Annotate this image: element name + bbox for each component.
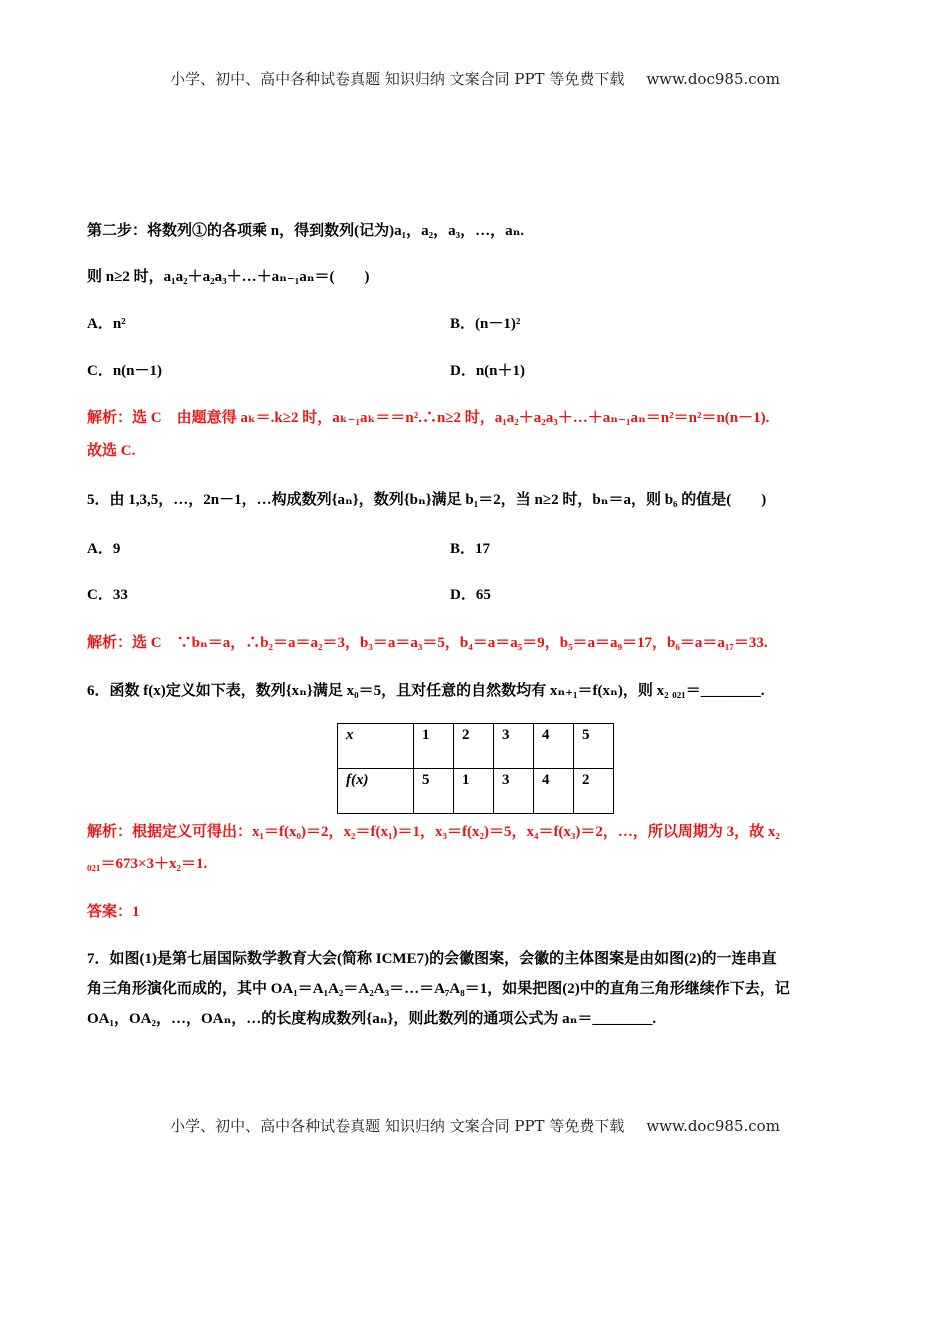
table-cell: 3 bbox=[494, 769, 534, 814]
page-header bbox=[0, 68, 950, 89]
q4-option-d: D．n(n＋1) bbox=[450, 363, 526, 379]
table-cell: 2 bbox=[574, 769, 614, 814]
table-cell: 4 bbox=[534, 769, 574, 814]
q4-analysis: 解析：选 C 由题意得 aₖ＝.k≥2 时，aₖ₋₁aₖ＝＝n².∴n≥2 时，a₁a₂＋a₂a₃＋…＋aₙ₋₁aₙ＝n²＝n²＝n(n－1). bbox=[87, 410, 770, 426]
q6-analysis-cont: ₀₂₁＝673×3＋x₂＝1. bbox=[87, 856, 208, 872]
q5-option-d: D．65 bbox=[450, 587, 491, 603]
footer-url: www.doc985.com bbox=[646, 1117, 780, 1135]
table-cell: 5 bbox=[414, 769, 454, 814]
header-text: 小学、初中、高中各种试卷真题 知识归纳 文案合同 PPT 等免费下载 bbox=[170, 70, 625, 88]
page-footer bbox=[0, 1115, 950, 1136]
header-url: www.doc985.com bbox=[646, 70, 780, 88]
q7-line3: OA₁，OA₂，…，OAₙ，…的长度构成数列{aₙ}，则此数列的通项公式为 aₙ＝________. bbox=[87, 1011, 657, 1027]
table-row bbox=[338, 769, 614, 814]
q6-stem: 6．函数 f(x)定义如下表，数列{xₙ}满足 x₀＝5，且对任意的自然数均有 xₙ₊₁＝f(xₙ)，则 x₂ ₀₂₁＝________. bbox=[87, 683, 765, 699]
q5-option-b: B．17 bbox=[450, 541, 491, 557]
table-row bbox=[338, 724, 614, 769]
table-cell: 4 bbox=[534, 724, 574, 769]
q5-analysis: 解析：选 C ∵bₙ＝a，∴b₂＝a＝a₂＝3，b₃＝a＝a₃＝5，b₄＝a＝a₅＝9，b₅＝a＝a₉＝17，b₆＝a＝a₁₇＝33. bbox=[87, 635, 768, 651]
table-cell: 1 bbox=[414, 724, 454, 769]
q4-stem: 则 n≥2 时，a₁a₂＋a₂a₃＋…＋aₙ₋₁aₙ＝( ) bbox=[87, 269, 370, 285]
table-cell: x bbox=[338, 724, 414, 769]
q7-line2: 角三角形演化而成的，其中 OA₁＝A₁A₂＝A₂A₃＝…＝A₇A₈＝1，如果把图(2)中的直角三角形继续作下去，记 bbox=[87, 981, 790, 997]
q4-option-c: C．n(n－1) bbox=[87, 363, 163, 379]
q6-answer: 答案：1 bbox=[87, 904, 140, 920]
q6-analysis: 解析：根据定义可得出：x₁＝f(x₀)＝2，x₂＝f(x₁)＝1，x₃＝f(x₂)＝5，x₄＝f(x₃)＝2，…，所以周期为 3，故 x₂ bbox=[87, 824, 780, 840]
q4-step: 第二步：将数列①的各项乘 n，得到数列(记为)a₁，a₂，a₃，…，aₙ. bbox=[87, 223, 525, 239]
q5-option-c: C．33 bbox=[87, 587, 128, 603]
table-cell: 1 bbox=[454, 769, 494, 814]
table-cell: 5 bbox=[574, 724, 614, 769]
q5-stem: 5．由 1,3,5，…，2n－1，…构成数列{aₙ}，数列{bₙ}满足 b₁＝2，当 n≥2 时，bₙ＝a，则 b₆ 的值是( ) bbox=[87, 492, 767, 508]
q7-line1: 7．如图(1)是第七届国际数学教育大会(简称 ICME7)的会徽图案，会徽的主体图案是由如图(2)的一连串直 bbox=[87, 951, 777, 967]
table-cell: 3 bbox=[494, 724, 534, 769]
function-table bbox=[337, 723, 614, 814]
q4-option-a: A．n² bbox=[87, 316, 126, 332]
table-cell: 2 bbox=[454, 724, 494, 769]
q4-analysis-cont: 故选 C. bbox=[87, 443, 136, 459]
table-cell: f(x) bbox=[338, 769, 414, 814]
q5-option-a: A．9 bbox=[87, 541, 121, 557]
q4-option-b: B．(n－1)² bbox=[450, 316, 521, 332]
footer-text: 小学、初中、高中各种试卷真题 知识归纳 文案合同 PPT 等免费下载 bbox=[170, 1117, 625, 1135]
